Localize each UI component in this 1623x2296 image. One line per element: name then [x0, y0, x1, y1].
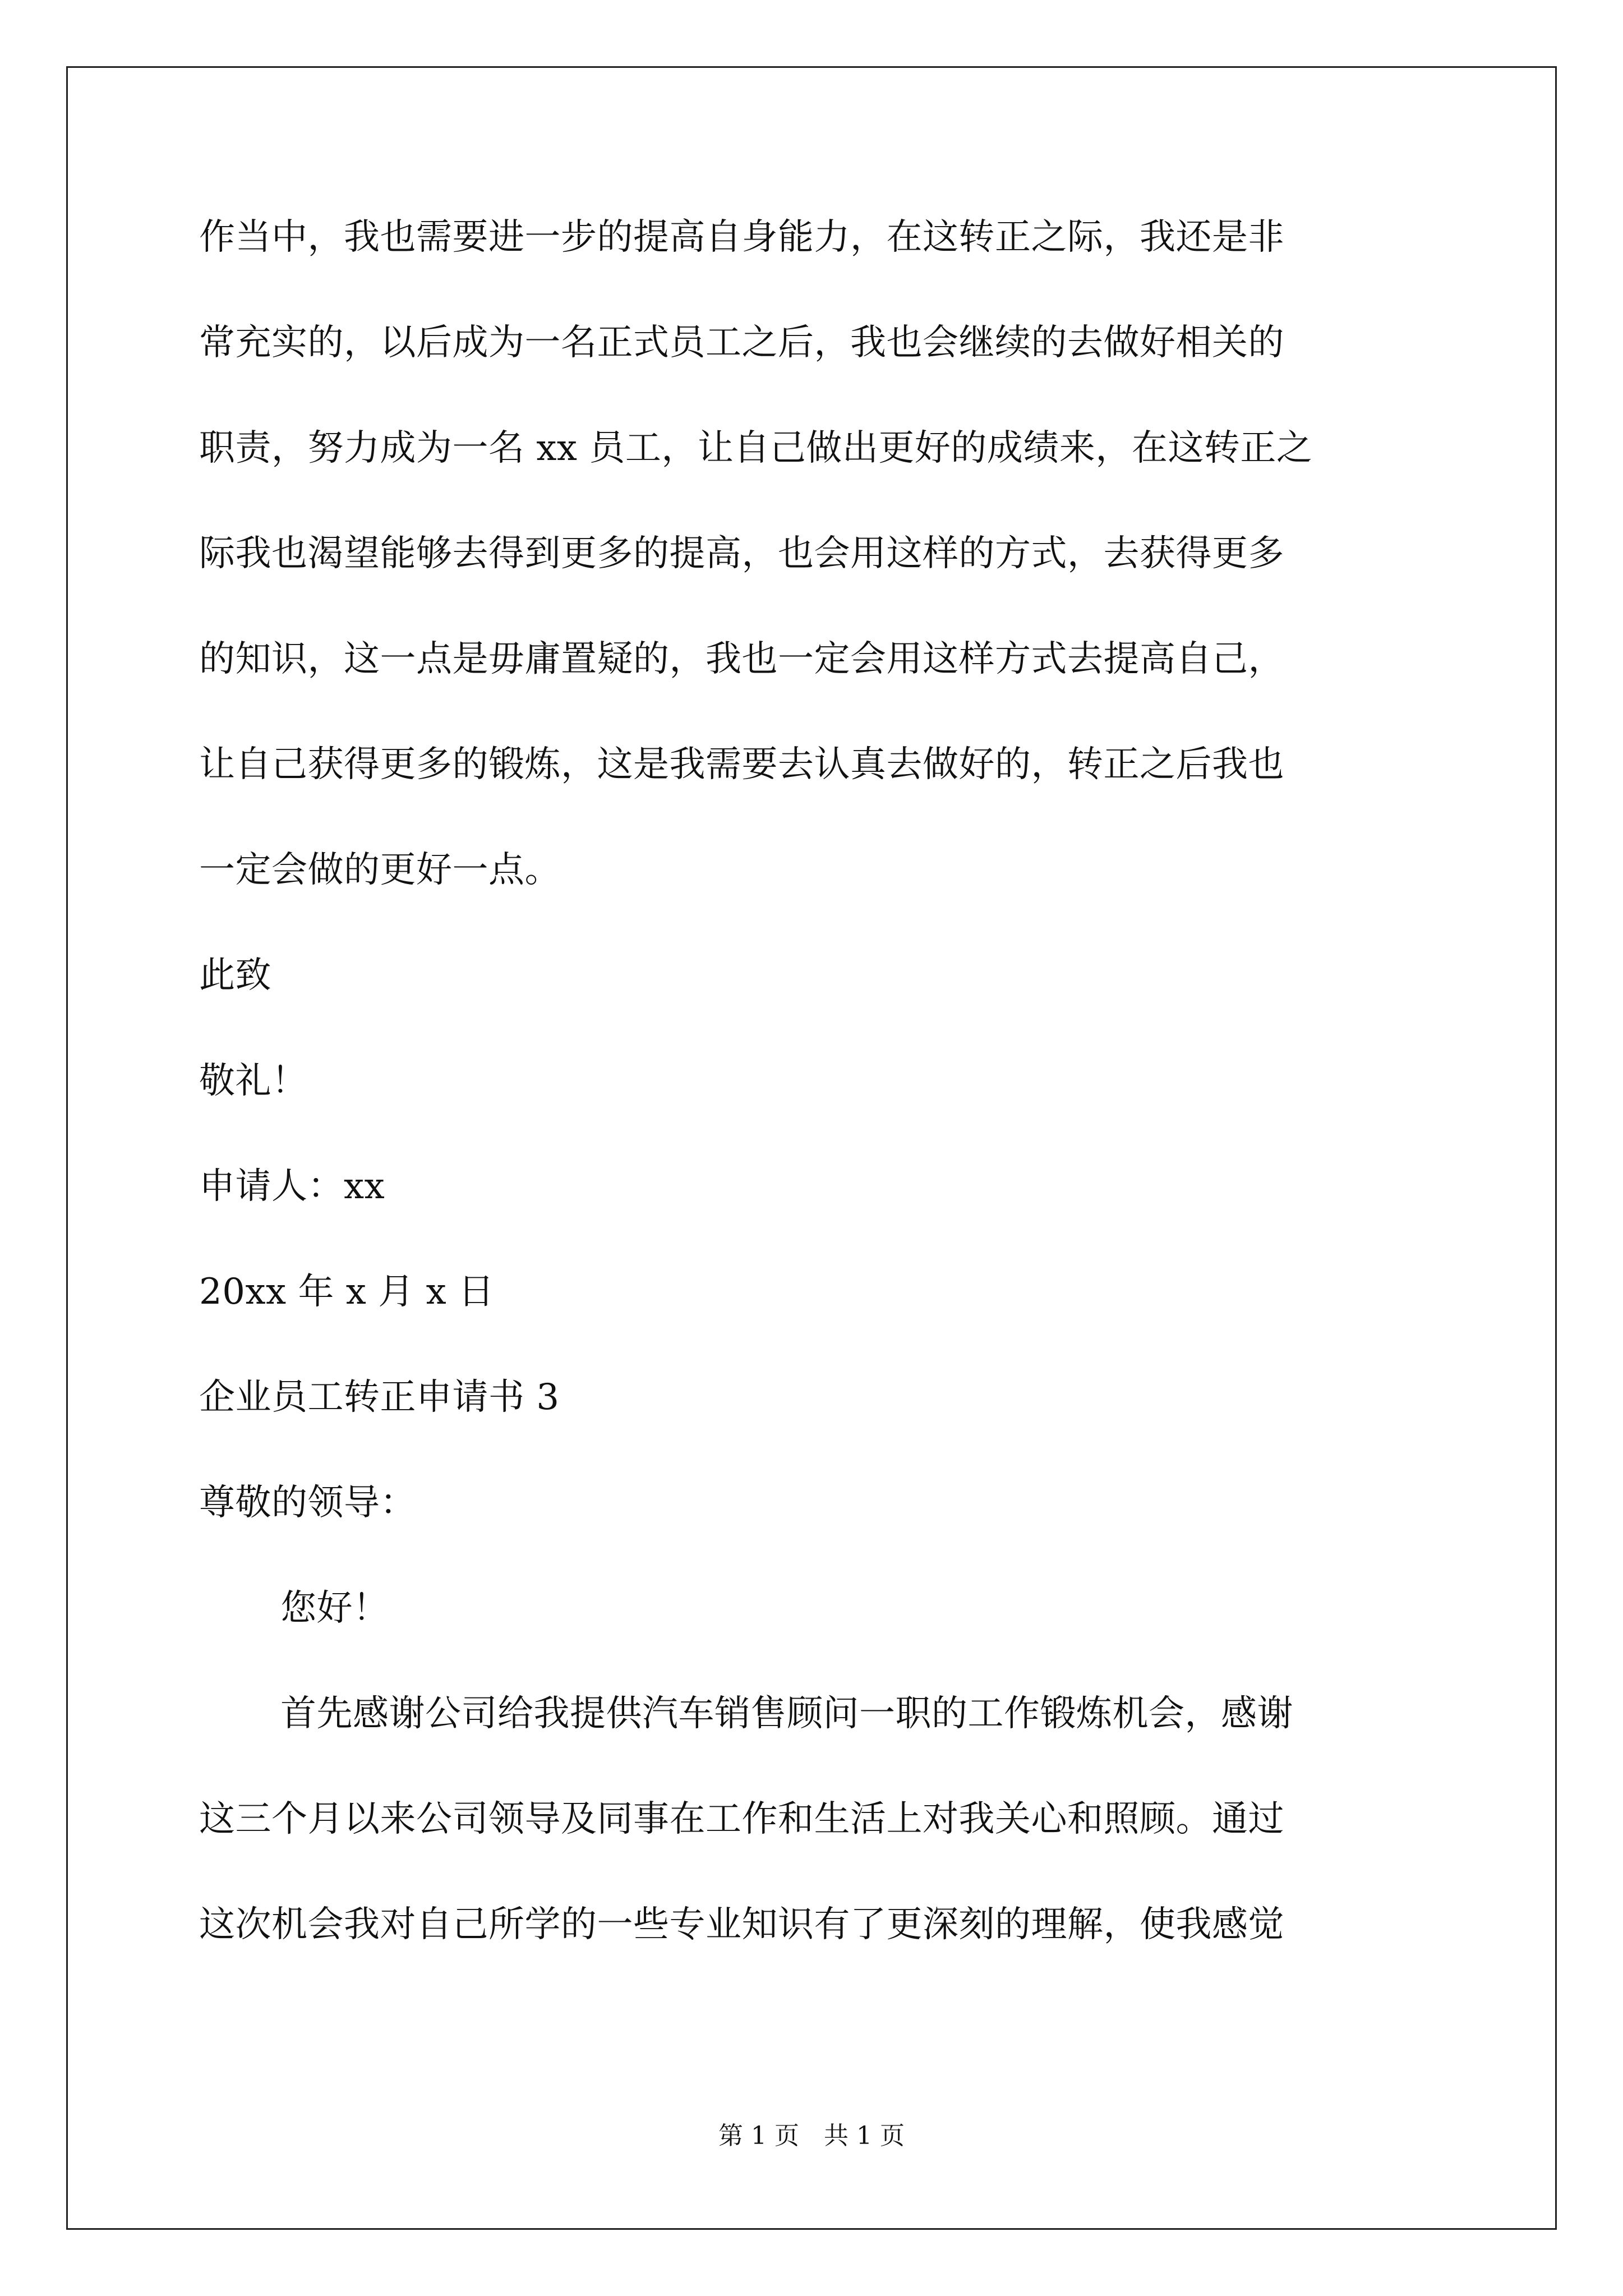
page-footer: 第 1 页 共 1 页: [718, 2122, 905, 2150]
date-line: 20xx 年 x 月 x 日: [199, 1271, 495, 1313]
paragraph-line: 作当中，我也需要进一步的提高自身能力，在这转正之际，我还是非: [199, 217, 1284, 258]
salutation: 尊敬的领导：: [199, 1482, 416, 1524]
paragraph-line: 际我也渴望能够去得到更多的提高，也会用这样的方式，去获得更多: [199, 533, 1284, 574]
paragraph-line: 这三个月以来公司领导及同事在工作和生活上对我关心和照顾。通过: [199, 1798, 1284, 1840]
paragraph-line: 首先感谢公司给我提供汽车销售顾问一职的工作锻炼机会，感谢: [280, 1693, 1293, 1734]
paragraph-line: 职责，努力成为一名 xx 员工，让自己做出更好的成绩来，在这转正之: [199, 427, 1313, 469]
greeting: 您好！: [280, 1588, 389, 1629]
paragraph-line: 让自己获得更多的锻炼，这是我需要去认真去做好的，转正之后我也: [199, 744, 1284, 785]
section-title: 企业员工转正申请书 3: [199, 1377, 560, 1418]
paragraph-line: 一定会做的更好一点。: [199, 849, 561, 891]
paragraph-line: 这次机会我对自己所学的一些专业知识有了更深刻的理解，使我感觉: [199, 1904, 1284, 1945]
paragraph-line: 常充实的，以后成为一名正式员工之后，我也会继续的去做好相关的: [199, 322, 1284, 364]
applicant-line: 申请人：xx: [199, 1166, 385, 1207]
paragraph-line: 的知识，这一点是毋庸置疑的，我也一定会用这样方式去提高自己，: [199, 638, 1284, 680]
closing-line: 此致: [199, 955, 271, 996]
closing-line: 敬礼！: [199, 1060, 308, 1102]
